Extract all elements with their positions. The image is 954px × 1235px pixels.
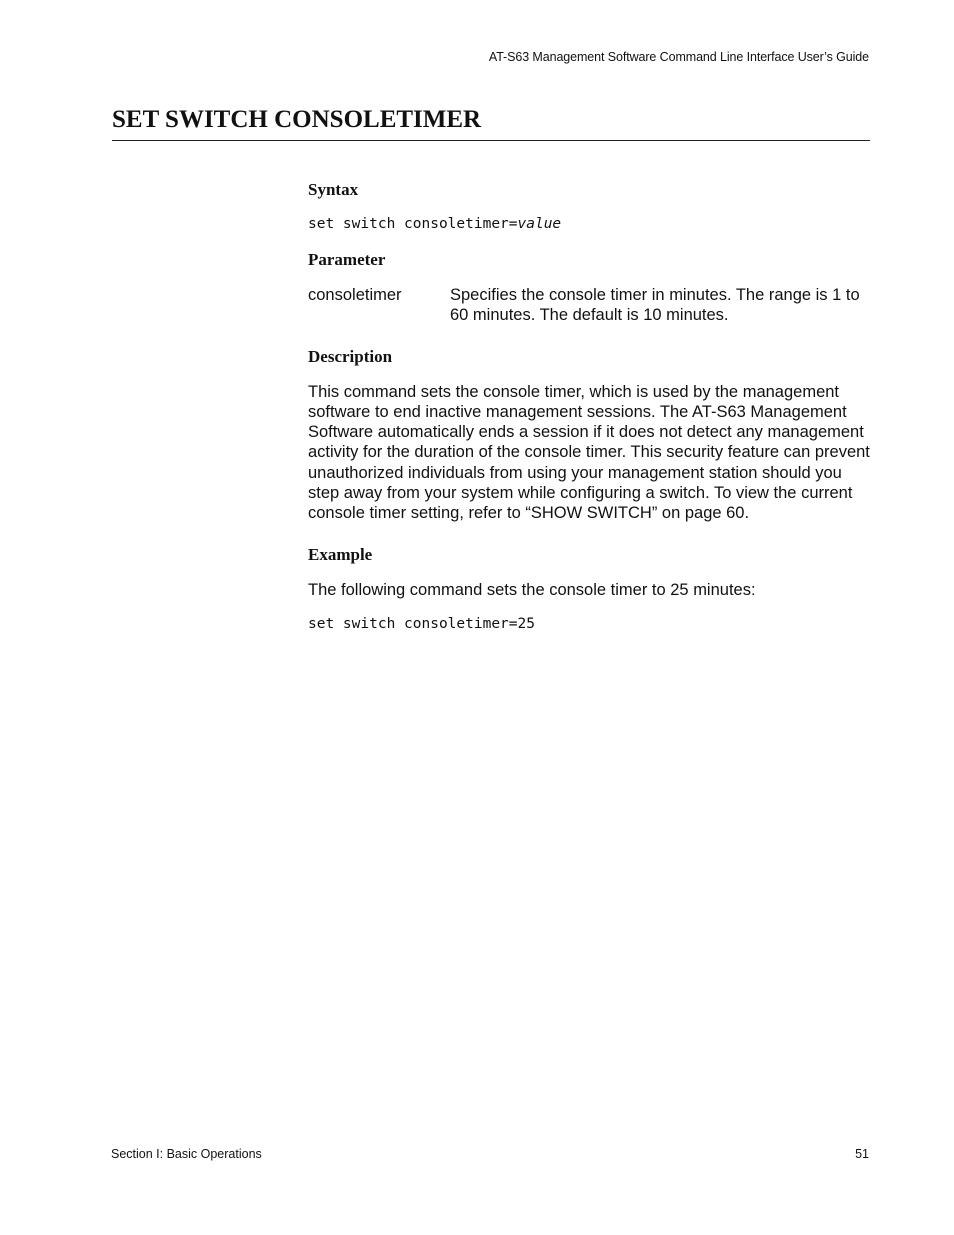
parameter-name: consoletimer — [308, 286, 402, 304]
syntax-heading: Syntax — [308, 180, 359, 199]
running-header: AT-S63 Management Software Command Line Interface User’s Guide — [488, 50, 869, 64]
syntax-command-text: set switch consoletimer= — [308, 216, 518, 232]
page-title: SET SWITCH CONSOLETIMER — [112, 106, 482, 133]
description-heading: Description — [308, 346, 393, 366]
parameter-heading: Parameter — [308, 250, 386, 269]
syntax-command — [308, 216, 870, 232]
footer-page-number: 51 — [855, 1147, 869, 1161]
main-content — [308, 180, 870, 632]
example-intro: The following command sets the console timer to 25 minutes: — [308, 580, 756, 599]
title-rule — [112, 140, 870, 141]
example-heading: Example — [308, 544, 373, 564]
footer-section: Section I: Basic Operations — [111, 1147, 262, 1161]
example-command: set switch consoletimer=25 — [308, 615, 535, 632]
syntax-argument: value — [517, 216, 562, 232]
parameter-row — [308, 285, 870, 326]
description-text: This command sets the console timer, which is used by the management software to end inactive management sessions. The AT-S63 Management Software automatically ends a session if it does not detect any management activity for the duration of the console timer. This security feature can prevent unauthorized individuals from using your management station should you step away from your system while configuring a switch. To view the current console timer setting, refer to “SHOW SWITCH” on page 60. — [308, 382, 870, 523]
parameter-description: Specifies the console timer in minutes. The range is 1 to 60 minutes. The default is 10 minutes. — [450, 286, 860, 325]
